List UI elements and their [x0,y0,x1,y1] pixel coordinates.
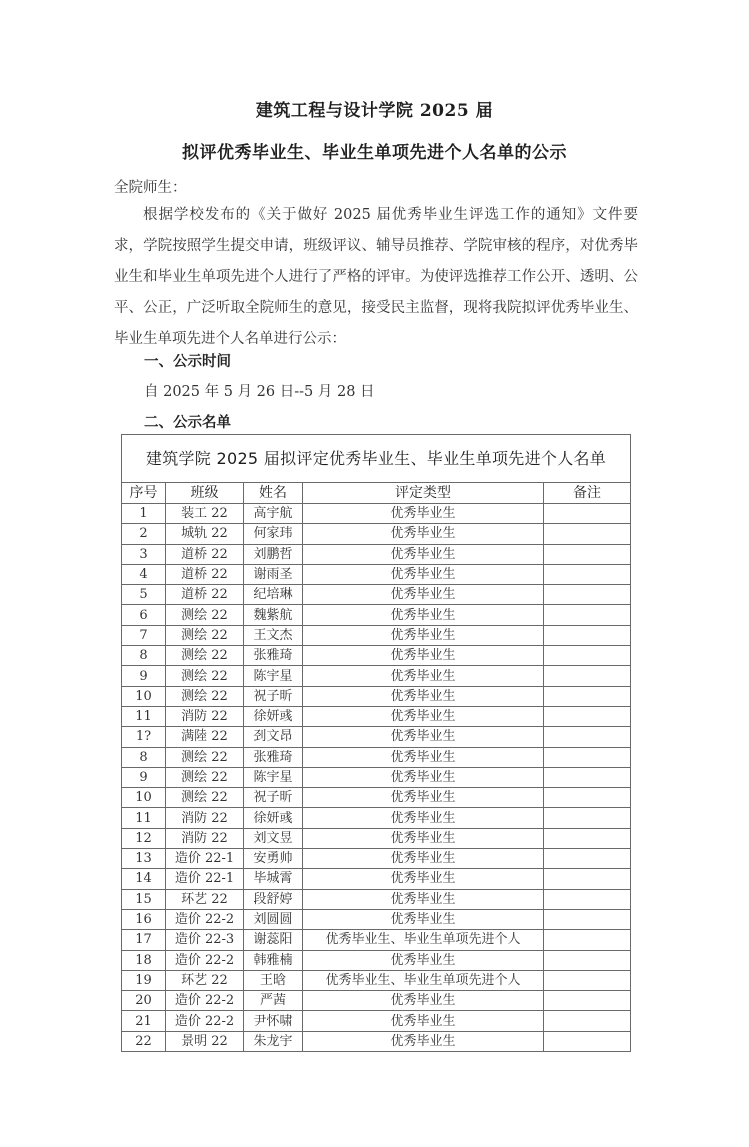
cell-note [544,930,631,950]
cell-type: 优秀毕业生 [303,889,544,909]
cell-name: 陈宇星 [244,767,303,787]
cell-class: 测绘 22 [166,625,244,645]
cell-type: 优秀毕业生 [303,625,544,645]
cell-name: 严茜 [244,991,303,1011]
cell-name: 陈宇星 [244,666,303,686]
cell-class: 环艺 22 [166,970,244,990]
table-row [122,767,631,787]
cell-note [544,889,631,909]
table-row [122,727,631,747]
cell-class: 造价 22-1 [166,869,244,889]
cell-name: 高宇航 [244,504,303,524]
cell-no: 8 [122,646,166,666]
table-row [122,909,631,929]
table-body [122,504,631,1052]
table-row [122,564,631,584]
table-row [122,646,631,666]
cell-no: 9 [122,666,166,686]
cell-name: 王晗 [244,970,303,990]
cell-no: 4 [122,564,166,584]
cell-type: 优秀毕业生 [303,1031,544,1051]
cell-name: 毕城霄 [244,869,303,889]
table-row [122,504,631,524]
cell-no: 9 [122,767,166,787]
cell-type: 优秀毕业生、毕业生单项先进个人 [303,970,544,990]
cell-no: 13 [122,849,166,869]
cell-type: 优秀毕业生 [303,849,544,869]
table-row [122,788,631,808]
table-row [122,524,631,544]
table-row [122,1031,631,1051]
cell-class: 消防 22 [166,706,244,726]
cell-class: 满陸 22 [166,727,244,747]
cell-no: 11 [122,808,166,828]
cell-type: 优秀毕业生 [303,950,544,970]
cell-no: 17 [122,930,166,950]
cell-type: 优秀毕业生、毕业生单项先进个人 [303,930,544,950]
cell-name: 段舒婷 [244,889,303,909]
cell-name: 尹怀啸 [244,1011,303,1031]
cell-class: 测绘 22 [166,747,244,767]
table-row [122,585,631,605]
cell-note [544,564,631,584]
cell-class: 装工 22 [166,504,244,524]
cell-name: 谢雨圣 [244,564,303,584]
cell-note [544,686,631,706]
body-paragraph: 根据学校发布的《关于做好 2025 届优秀毕业生评选工作的通知》文件要求，学院按照学生提交申请，班级评议、辅导员推荐、学院审核的程序，对优秀毕业生和毕业生单项先进个人进行了严格的评审。为使评选推荐工作公开、透明、公平、公正，广泛听取全院师生的意见，接受民主监督，现将我院拟评优秀毕业生、毕业生单项先进个人名单进行公示： [114,207,638,347]
cell-no: 7 [122,625,166,645]
cell-note [544,706,631,726]
cell-name: 祝子昕 [244,788,303,808]
cell-class: 道桥 22 [166,585,244,605]
cell-name: 刘圆圆 [244,909,303,929]
cell-note [544,1011,631,1031]
cell-no: 3 [122,544,166,564]
section-heading-list: 二、公示名单 [144,414,231,431]
cell-no: 6 [122,605,166,625]
cell-type: 优秀毕业生 [303,991,544,1011]
roster-table [121,434,631,1052]
cell-name: 王文杰 [244,625,303,645]
cell-class: 消防 22 [166,828,244,848]
cell-no: 1? [122,727,166,747]
cell-type: 优秀毕业生 [303,544,544,564]
cell-note [544,991,631,1011]
cell-no: 8 [122,747,166,767]
header-class: 班级 [166,483,244,504]
cell-class: 测绘 22 [166,788,244,808]
cell-note [544,585,631,605]
table-row [122,625,631,645]
cell-name: 安勇帅 [244,849,303,869]
document-title: 建筑工程与设计学院 2025 届 [255,101,494,121]
cell-name: 何家玮 [244,524,303,544]
cell-note [544,828,631,848]
table-row [122,869,631,889]
cell-type: 优秀毕业生 [303,767,544,787]
cell-name: 张雅琦 [244,646,303,666]
cell-class: 造价 22-3 [166,930,244,950]
cell-no: 12 [122,828,166,848]
cell-note [544,504,631,524]
cell-type: 优秀毕业生 [303,706,544,726]
header-note: 备注 [544,483,631,504]
cell-class: 测绘 22 [166,666,244,686]
cell-no: 1 [122,504,166,524]
cell-class: 造价 22-2 [166,950,244,970]
cell-note [544,666,631,686]
cell-no: 2 [122,524,166,544]
cell-class: 道桥 22 [166,564,244,584]
cell-no: 21 [122,1011,166,1031]
cell-no: 22 [122,1031,166,1051]
cell-type: 优秀毕业生 [303,504,544,524]
cell-no: 10 [122,686,166,706]
cell-note [544,1031,631,1051]
table-row [122,747,631,767]
cell-class: 造价 22-2 [166,909,244,929]
cell-note [544,788,631,808]
cell-note [544,849,631,869]
table-row [122,686,631,706]
cell-class: 环艺 22 [166,889,244,909]
cell-note [544,605,631,625]
cell-no: 14 [122,869,166,889]
cell-note [544,646,631,666]
cell-note [544,747,631,767]
table-row [122,1011,631,1031]
cell-note [544,909,631,929]
table-caption: 建筑学院 2025 届拟评定优秀毕业生、毕业生单项先进个人名单 [122,435,631,483]
cell-note [544,869,631,889]
cell-name: 徐妍彧 [244,808,303,828]
cell-class: 城轨 22 [166,524,244,544]
cell-type: 优秀毕业生 [303,828,544,848]
cell-name: 张雅琦 [244,747,303,767]
cell-class: 测绘 22 [166,646,244,666]
cell-note [544,950,631,970]
cell-type: 优秀毕业生 [303,564,544,584]
cell-class: 消防 22 [166,808,244,828]
table-row [122,666,631,686]
cell-class: 测绘 22 [166,686,244,706]
cell-class: 景明 22 [166,1031,244,1051]
cell-type: 优秀毕业生 [303,727,544,747]
cell-name: 谢蕊阳 [244,930,303,950]
cell-name: 刘鹏哲 [244,544,303,564]
cell-name: 韩雅楠 [244,950,303,970]
cell-type: 优秀毕业生 [303,1011,544,1031]
cell-no: 5 [122,585,166,605]
cell-class: 测绘 22 [166,767,244,787]
table-row [122,544,631,564]
cell-no: 19 [122,970,166,990]
cell-type: 优秀毕业生 [303,686,544,706]
cell-note [544,544,631,564]
cell-name: 朱龙宇 [244,1031,303,1051]
greeting: 全院师生： [114,180,187,196]
cell-note [544,524,631,544]
table-row [122,849,631,869]
table-row [122,991,631,1011]
cell-type: 优秀毕业生 [303,788,544,808]
cell-type: 优秀毕业生 [303,808,544,828]
table-row [122,706,631,726]
table-row [122,808,631,828]
cell-type: 优秀毕业生 [303,646,544,666]
cell-no: 16 [122,909,166,929]
section-heading-time: 一、公示时间 [144,353,231,370]
cell-no: 10 [122,788,166,808]
header-no: 序号 [122,483,166,504]
cell-no: 11 [122,706,166,726]
cell-name: 刘文昱 [244,828,303,848]
cell-class: 造价 22-1 [166,849,244,869]
cell-name: 纪培琳 [244,585,303,605]
cell-type: 优秀毕业生 [303,747,544,767]
cell-class: 道桥 22 [166,544,244,564]
table-row [122,828,631,848]
cell-no: 18 [122,950,166,970]
cell-note [544,970,631,990]
cell-class: 测绘 22 [166,605,244,625]
table-row [122,889,631,909]
cell-type: 优秀毕业生 [303,909,544,929]
cell-name: 徐妍彧 [244,706,303,726]
cell-no: 20 [122,991,166,1011]
cell-class: 造价 22-2 [166,991,244,1011]
publicity-period: 自 2025 年 5 月 26 日--5 月 28 日 [144,384,375,400]
document-subtitle: 拟评优秀毕业生、毕业生单项先进个人名单的公示 [182,143,567,163]
cell-type: 优秀毕业生 [303,524,544,544]
header-name: 姓名 [244,483,303,504]
cell-note [544,625,631,645]
cell-note [544,808,631,828]
table-row [122,605,631,625]
cell-class: 造价 22-2 [166,1011,244,1031]
cell-note [544,727,631,747]
table-header-row [122,483,631,504]
cell-type: 优秀毕业生 [303,869,544,889]
header-type: 评定类型 [303,483,544,504]
cell-name: 刭文昂 [244,727,303,747]
cell-name: 魏紫航 [244,605,303,625]
table-row [122,970,631,990]
table-row [122,950,631,970]
cell-note [544,767,631,787]
cell-type: 优秀毕业生 [303,605,544,625]
cell-type: 优秀毕业生 [303,666,544,686]
table-row [122,930,631,950]
cell-name: 祝子昕 [244,686,303,706]
cell-no: 15 [122,889,166,909]
table-caption-row [122,435,631,483]
cell-type: 优秀毕业生 [303,585,544,605]
